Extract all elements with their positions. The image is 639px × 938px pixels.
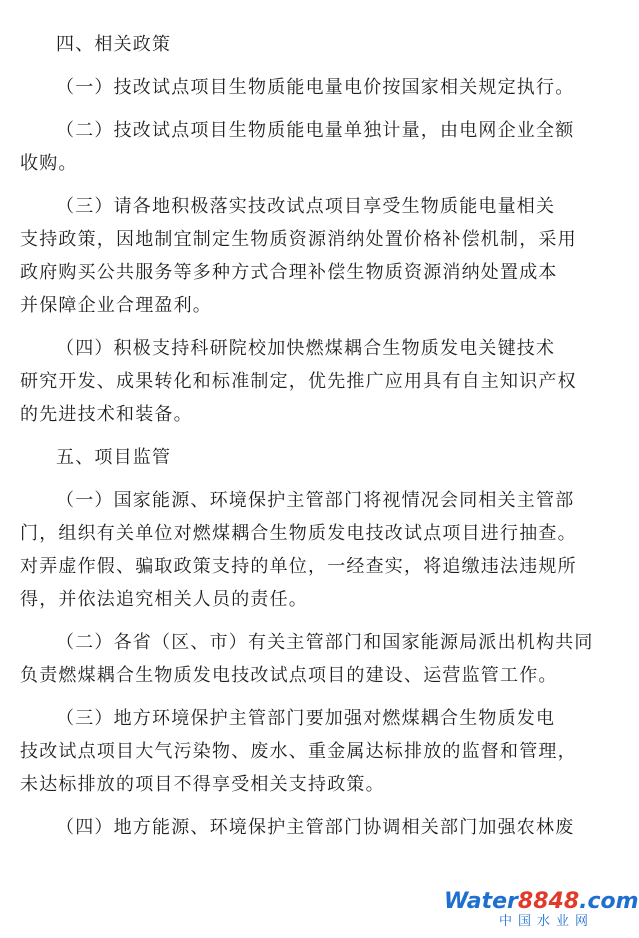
paragraph-line: 政府购买公共服务等多种方式合理补偿生物质资源消纳处置成本 — [20, 262, 558, 283]
section-heading: 四、相关政策 — [56, 34, 172, 55]
paragraph-line: （四）地方能源、环境保护主管部门协调相关部门加强农林废 — [56, 817, 575, 838]
watermark-subtitle: 中国水业网 — [498, 914, 594, 929]
paragraph — [20, 626, 594, 692]
paragraph-line: 的先进技术和装备。 — [20, 404, 193, 425]
paragraph-line: 研究开发、成果转化和标准制定，优先推广应用具有自主知识产权 — [20, 371, 577, 392]
paragraph-line: （一）国家能源、环境保护主管部门将视情况会同相关主管部 — [56, 490, 575, 511]
watermark-logo — [444, 889, 639, 914]
paragraph-line: （一）技改试点项目生物质能电量电价按国家相关规定执行。 — [56, 77, 575, 98]
paragraph-line: 未达标排放的项目不得享受相关支持政策。 — [20, 774, 385, 795]
paragraph-line: （三）请各地积极落实技改试点项目享受生物质能电量相关 — [56, 196, 556, 217]
paragraph — [20, 811, 580, 844]
paragraph-line: （二）技改试点项目生物质能电量单独计量，由电网企业全额 — [56, 120, 575, 141]
paragraph-line: 负责燃煤耦合生物质发电技改试点项目的建设、运营监管工作。 — [20, 665, 558, 686]
paragraph — [20, 114, 580, 180]
section-5 — [20, 441, 594, 844]
paragraph — [20, 71, 580, 104]
watermark-brand: Water — [444, 889, 518, 914]
paragraph — [20, 702, 580, 801]
paragraph-line: 技改试点项目大气污染物、废水、重金属达标排放的监督和管理， — [20, 741, 577, 762]
paragraph — [20, 332, 580, 431]
paragraph-line: （三）地方环境保护主管部门要加强对燃煤耦合生物质发电 — [56, 708, 556, 729]
section-heading: 五、项目监管 — [56, 447, 172, 468]
paragraph-line: 对弄虚作假、骗取政策支持的单位，一经查实，将追缴违法违规所 — [20, 556, 577, 577]
paragraph-line: （四）积极支持科研院校加快燃煤耦合生物质发电关键技术 — [56, 338, 556, 359]
paragraph-line: （二）各省（区、市）有关主管部门和国家能源局派出机构共同 — [56, 632, 594, 653]
paragraph-line: 支持政策，因地制宜制定生物质资源消纳处置价格补偿机制，采用 — [20, 229, 577, 250]
site-watermark — [444, 889, 639, 934]
paragraph — [20, 190, 580, 322]
paragraph-line: 门，组织有关单位对燃煤耦合生物质发电技改试点项目进行抽查。 — [20, 523, 577, 544]
watermark-suffix: .com — [579, 889, 639, 914]
paragraph-line: 并保障企业合理盈利。 — [20, 295, 212, 316]
paragraph-line: 得，并依法追究相关人员的责任。 — [20, 589, 308, 610]
watermark-number: 8848 — [517, 889, 580, 914]
paragraph — [20, 484, 580, 616]
paragraph-line: 收购。 — [20, 153, 78, 174]
section-4 — [20, 28, 580, 431]
